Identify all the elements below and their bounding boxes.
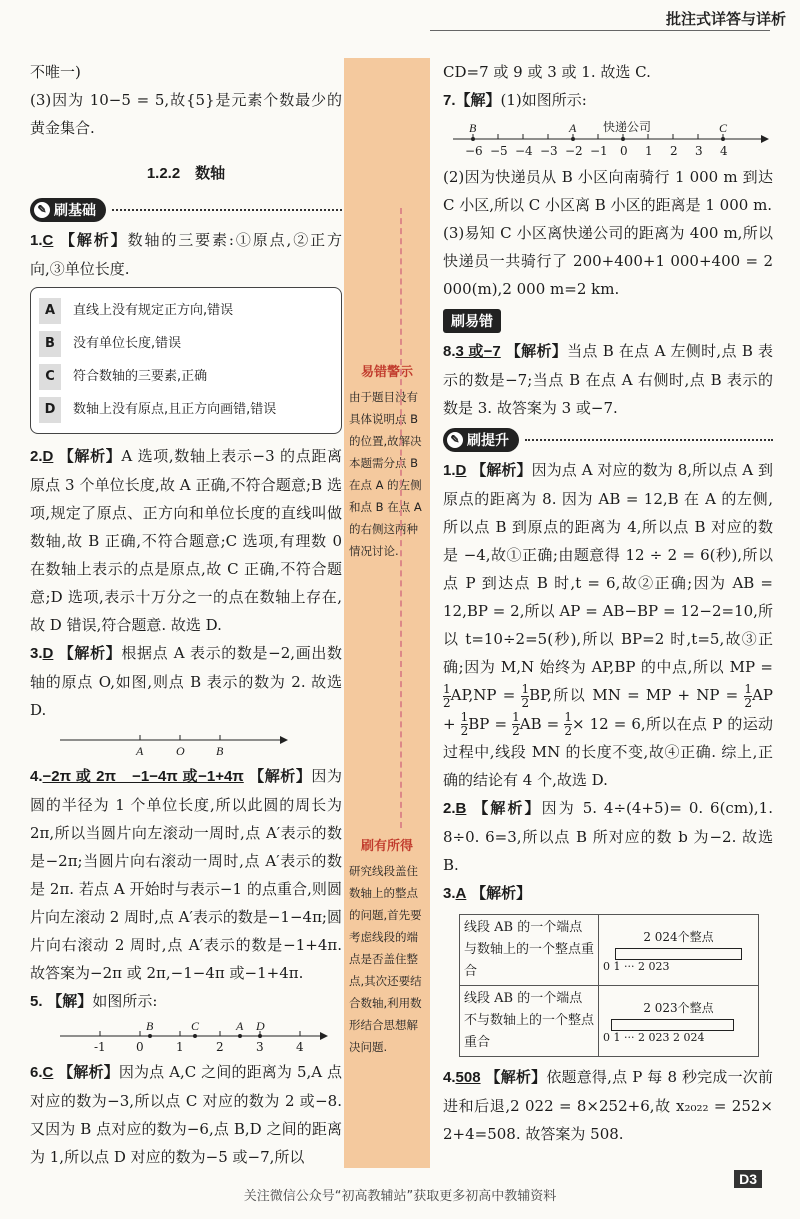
book-icon: ✎ bbox=[447, 432, 463, 448]
number-line-q3 bbox=[30, 728, 342, 758]
question-5: 5. 【解】如图所示: bbox=[30, 992, 158, 1010]
q7-tick: −1 bbox=[590, 144, 608, 158]
q7-label-a: A bbox=[569, 121, 577, 135]
option-b: B 没有单位长度,错误 bbox=[39, 330, 333, 358]
q5-tick-6: 4 bbox=[296, 1040, 304, 1054]
q7-label-b: B bbox=[469, 121, 477, 135]
intro-line-1: 不唯一) bbox=[30, 63, 81, 81]
question-3: 3.D 【解析】根据点 A 表示的数是−2,画出数轴的原点 O,如图,则点 B 表示的数为 2. 故选 D. bbox=[30, 644, 342, 719]
q7-tick: 3 bbox=[695, 144, 703, 158]
fraction-half: $\frac{1}{2}$ bbox=[744, 681, 753, 710]
banner-line bbox=[112, 209, 342, 211]
question-7: 7.【解】(1)如图所示: bbox=[443, 91, 587, 109]
q6-continued: CD=7 或 9 或 3 或 1. 故选 C. bbox=[443, 63, 651, 81]
fraction-half: $\frac{1}{2}$ bbox=[521, 681, 530, 710]
table-row bbox=[460, 915, 759, 986]
side-dashed-line bbox=[400, 208, 404, 828]
improve-question-1: 1.D 【解析】因为点 A 对应的数为 8,所以点 A 到原点的距离为 8. 因为 AB = 12,B 在 A 的左侧,所以点 B 到原点的距离为 4,所以点 B 对应的数是 −4,故①正确;由题意得 12 ÷ 2 = 6(秒),所以点 P 到达点 B 时,t = 6,故②正确;因为 AB = 12,BP = 2,所以 AP = AB−BP = 12−2=10,所以 t=10÷2=5(秒),所以 BP=2 时,t=5,故③正确;因为 M,N 始终为 AP,BP 的中点,所以 MP = $\frac{1}{2}$ AP,NP = $\frac{1}{2}$ BP,所以 MN = MP + NP = $\frac{1}{2}$ AP + $\frac{1}{2}$ BP = $\frac{1}{2}$ AB = $\frac{1}{2}$ × 12 = 6,所以在点 P 的运动过程中,线段 MN 的长度不变,故④正确. 综上,正确的结论有 4 个,故选 D. bbox=[443, 461, 773, 789]
number-line-q3-axis bbox=[30, 728, 290, 758]
table-cell: 线段 AB 的一个端点不与数轴上的一个整点重合 bbox=[460, 986, 599, 1057]
q7-tick: −2 bbox=[565, 144, 583, 158]
q7-tick: −3 bbox=[540, 144, 558, 158]
q5-tick-1: -1 bbox=[94, 1040, 106, 1054]
fraction-half: $\frac{1}{2}$ bbox=[564, 710, 572, 738]
side-body-gain: 研究线段盖住数轴上的整点的问题,首先要考虑线段的端点是否盖住整点,其次还要结合数轴,利用数形结合思想解决问题. bbox=[349, 864, 422, 1054]
q7-tick: 2 bbox=[670, 144, 678, 158]
q7-label-c: C bbox=[719, 121, 728, 135]
option-c: C 符合数轴的三要素,正确 bbox=[39, 363, 333, 391]
annotation-column bbox=[344, 58, 430, 1168]
banner-basic bbox=[30, 198, 342, 222]
table-cell: 2 023个整点 0 1 ··· 2 023 2 024 bbox=[599, 986, 759, 1057]
question-1: 1.C 【解析】数轴的三要素:①原点,②正方向,③单位长度. bbox=[30, 231, 342, 278]
side-body-mistake: 由于题目没有具体说明点 B 的位置,故解决本题需分点 B 在点 A 的左侧和点 B 在点 A 的右侧这两种情况讨论. bbox=[349, 390, 422, 558]
number-line-q7 bbox=[443, 119, 773, 159]
book-icon: ✎ bbox=[34, 202, 50, 218]
table-cell: 线段 AB 的一个端点与数轴上的一个整点重合 bbox=[460, 915, 599, 986]
banner-badge: ✎ 刷基础 bbox=[30, 198, 106, 222]
q7-tick: −5 bbox=[490, 144, 508, 158]
question-2: 2.D 【解析】A 选项,数轴上表示−3 的点距离原点 3 个单位长度,故 A 正确,不符合题意;B 选项,规定了原点、正方向和单位长度的直线叫做数轴,故 B 正确,不符合题意;C 选项,有理数 0 在数轴上表示的点是原点,故 C 正确,不符合题意;D 选项,表示十万分之一的点在数轴上存在,故 D 错误,符合题意. 故选 D. bbox=[30, 447, 342, 634]
improve-question-3: 3.A 【解析】 bbox=[443, 884, 532, 902]
q7-tick: 1 bbox=[645, 144, 653, 158]
improve-question-2: 2.B 【解析】因为 5. 4÷(4+5)= 0. 6(cm),1. 8÷0. 6=3,所以点 B 所对应的数 b 为−2. 故选 B. bbox=[443, 799, 773, 874]
side-head-gain: 刷有所得 bbox=[360, 838, 413, 853]
right-column bbox=[443, 58, 773, 1148]
q3-table bbox=[459, 914, 759, 1057]
fraction-half: $\frac{1}{2}$ bbox=[512, 710, 520, 738]
q5-label-b: B bbox=[146, 1019, 154, 1033]
option-d: D 数轴上没有原点,且正方向画错,错误 bbox=[39, 396, 333, 424]
point-o-label: O bbox=[176, 744, 185, 758]
q7-part-3: (3)易知 C 小区离快递公司的距离为 400 m,所以快递员一共骑行了 200+400+1 000+400 = 2 000(m),2 000 m=2 km. bbox=[443, 224, 773, 298]
point-a-label: A bbox=[136, 744, 144, 758]
banner-improve bbox=[443, 428, 773, 452]
q7-part-2: (2)因为快递员从 B 小区向南骑行 1 000 m 到达 C 小区,所以 C 小区离 B 小区的距离是 1 000 m. bbox=[443, 168, 773, 214]
options-box bbox=[30, 287, 342, 434]
page-number: D3 bbox=[734, 1170, 762, 1188]
point-b-label: B bbox=[216, 744, 224, 758]
q7-tick: 4 bbox=[720, 144, 728, 158]
improve-question-4: 4.508 【解析】依题意得,点 P 每 8 秒完成一次前进和后退,2 022 = 8×252+6,故 x₂₀₂₂ = 252× 2+4=508. 故答案为 508. bbox=[443, 1068, 773, 1143]
q7-tick: −6 bbox=[465, 144, 483, 158]
banner-error: 刷易错 bbox=[443, 309, 773, 333]
fraction-half: $\frac{1}{2}$ bbox=[460, 710, 469, 738]
table-row bbox=[460, 986, 759, 1057]
banner-line bbox=[525, 439, 773, 441]
left-column bbox=[30, 58, 342, 1171]
q5-tick-5: 3 bbox=[256, 1040, 264, 1054]
question-6: 6.C 【解析】因为点 A,C 之间的距离为 5,A 点对应的数为−3,所以点 C 对应的数为 2 或−8. 又因为 B 点对应的数为−6,点 B,D 之间的距离为 1,所以点 D 对应的数为−5 或−7,所以 bbox=[30, 1063, 342, 1166]
q5-label-d: D bbox=[256, 1019, 265, 1033]
q7-tick: 0 bbox=[620, 144, 628, 158]
q5-label-a: A bbox=[236, 1019, 244, 1033]
table-cell: 2 024个整点 0 1 ··· 2 023 bbox=[599, 915, 759, 986]
option-a: A 直线上没有规定正方向,错误 bbox=[39, 297, 333, 325]
q5-label-c: C bbox=[191, 1019, 200, 1033]
page-header: 批注式详答与详析 bbox=[665, 11, 786, 28]
side-head-mistake: 易错警示 bbox=[360, 364, 413, 379]
section-title: 1.2.2 数轴 bbox=[146, 165, 226, 182]
q7-tick: −4 bbox=[515, 144, 533, 158]
number-line-q5 bbox=[30, 1020, 342, 1054]
question-8: 8.3 或−7 【解析】当点 B 在点 A 左侧时,点 B 表示的数是−7;当点 B 在点 A 右侧时,点 B 表示的数是 3. 故答案为 3 或−7. bbox=[443, 342, 773, 417]
q5-tick-2: 0 bbox=[136, 1040, 144, 1054]
footer-note: 关注微信公众号“初高教辅站”获取更多初高中教辅资料 bbox=[243, 1189, 557, 1204]
q5-tick-4: 2 bbox=[216, 1040, 224, 1054]
banner-badge: ✎ 刷提升 bbox=[443, 428, 519, 452]
intro-line-2: (3)因为 10−5 = 5,故{5}是元素个数最少的黄金集合. bbox=[30, 91, 342, 137]
fraction-half: $\frac{1}{2}$ bbox=[443, 681, 451, 710]
question-4: 4.−2π 或 2π −1−4π 或−1+4π 【解析】因为圆的半径为 1 个单位长度,所以此圆的周长为 2π,所以当圆片向左滚动一周时,点 A′表示的数是−2π;当圆片向右滚动一周时,点 A′表示的数是 2π. 若点 A 开始时与表示−1 的点重合,则圆片向左滚动 2 周时,点 A′表示的数是−1−4π;圆片向右滚动 2 周时,点 A′表示的数是−1+4π. 故答案为−2π 或 2π,−1−4π 或−1+4π. bbox=[30, 767, 342, 982]
header-rule bbox=[430, 30, 770, 31]
q5-tick-3: 1 bbox=[176, 1040, 184, 1054]
q7-label-company: 快递公司 bbox=[603, 120, 652, 134]
